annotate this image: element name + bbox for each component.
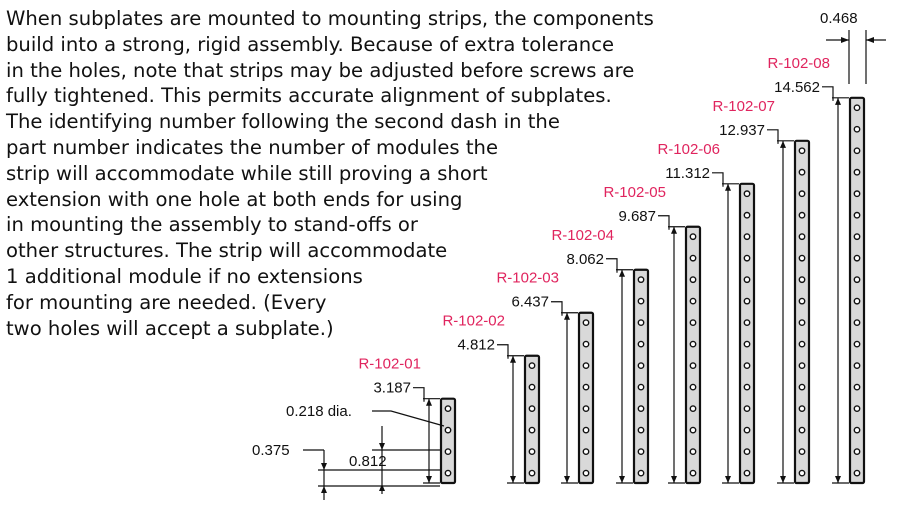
labels-layer <box>358 55 833 402</box>
mounting-hole <box>638 320 643 325</box>
mounting-hole <box>529 406 534 411</box>
length-label: 14.562 <box>774 78 820 96</box>
part-number-label: R-102-05 <box>603 183 666 201</box>
mounting-hole <box>799 255 804 260</box>
strip-body <box>850 98 864 483</box>
mounting-hole <box>690 255 695 260</box>
mounting-hole <box>638 384 643 389</box>
mounting-hole <box>854 255 859 260</box>
mounting-hole <box>529 427 534 432</box>
mounting-hole <box>854 212 859 217</box>
part-number-label: R-102-07 <box>712 97 775 115</box>
mounting-hole <box>583 470 588 475</box>
part-number-label: R-102-08 <box>767 54 830 72</box>
mounting-hole <box>854 234 859 239</box>
mounting-hole <box>690 234 695 239</box>
mounting-hole <box>445 427 450 432</box>
description-line: When subplates are mounted to mounting strips, the components <box>6 7 654 30</box>
description-line: 1 additional module if no extensions <box>6 264 363 288</box>
mounting-hole <box>744 234 749 239</box>
mounting-hole <box>854 191 859 196</box>
mounting-hole <box>744 470 749 475</box>
mounting-hole <box>799 298 804 303</box>
length-dimension-line <box>561 313 578 483</box>
mounting-hole <box>854 298 859 303</box>
mounting-hole <box>854 341 859 346</box>
mounting-hole <box>799 427 804 432</box>
description-line: two holes will accept a subplate.) <box>6 316 334 340</box>
width-dimension-label: 0.468 <box>820 10 858 27</box>
strip-body <box>525 356 539 483</box>
width-dimension <box>820 10 886 84</box>
mounting-hole <box>690 470 695 475</box>
mounting-hole <box>445 449 450 454</box>
mounting-hole <box>583 449 588 454</box>
description-line: extension with one hole at both ends for using <box>6 187 463 211</box>
length-dimension-line <box>668 227 685 483</box>
mounting-hole <box>854 363 859 368</box>
description-line: fully tightened. This permits accurate alignment of subplates. <box>6 84 612 108</box>
description-line: strip will accommodate while still proving a short <box>6 161 488 185</box>
mounting-hole <box>583 384 588 389</box>
mounting-hole <box>690 277 695 282</box>
mounting-hole <box>690 449 695 454</box>
mounting-hole <box>744 255 749 260</box>
mounting-hole <box>638 298 643 303</box>
mounting-hole <box>799 384 804 389</box>
length-dimension-line <box>777 141 794 483</box>
end-offset-dimension <box>252 442 440 500</box>
strips-layer <box>423 98 864 483</box>
strip-r-102-02 <box>507 356 539 483</box>
mounting-hole <box>690 298 695 303</box>
mounting-hole <box>744 449 749 454</box>
mounting-hole <box>854 170 859 175</box>
strip-body <box>740 184 754 483</box>
hole-spacing-dimension <box>349 426 440 494</box>
mounting-hole <box>799 148 804 153</box>
strip-r-102-08 <box>832 98 864 483</box>
length-label: 6.437 <box>511 293 549 311</box>
mounting-hole <box>529 363 534 368</box>
mounting-hole <box>638 363 643 368</box>
mounting-hole <box>799 191 804 196</box>
hole-diameter-label: 0.218 dia. <box>286 403 352 420</box>
length-label: 3.187 <box>373 379 411 397</box>
mounting-hole <box>854 148 859 153</box>
mounting-hole <box>529 449 534 454</box>
mounting-hole <box>744 363 749 368</box>
mounting-hole <box>854 427 859 432</box>
mounting-hole <box>854 470 859 475</box>
strip-r-102-06 <box>722 184 754 483</box>
length-dimension-line <box>507 356 524 483</box>
part-number-label: R-102-03 <box>496 269 559 287</box>
description-line: The identifying number following the second dash in the <box>6 110 560 134</box>
mounting-hole <box>583 427 588 432</box>
mounting-hole <box>744 298 749 303</box>
mounting-hole <box>854 127 859 132</box>
part-number-label: R-102-06 <box>657 140 720 158</box>
description-line: build into a strong, rigid assembly. Because of extra tolerance <box>6 32 615 56</box>
description-line: in the holes, note that strips may be adjusted before screws are <box>6 58 635 82</box>
mounting-hole <box>854 320 859 325</box>
mounting-hole <box>744 191 749 196</box>
mounting-hole <box>799 470 804 475</box>
length-dimension-line <box>832 98 849 483</box>
mounting-hole <box>690 320 695 325</box>
mounting-hole <box>445 470 450 475</box>
mounting-hole <box>529 470 534 475</box>
mounting-hole <box>854 105 859 110</box>
mounting-hole <box>638 341 643 346</box>
mounting-hole <box>445 406 450 411</box>
length-label: 4.812 <box>457 336 495 354</box>
mounting-hole <box>690 384 695 389</box>
mounting-hole <box>744 341 749 346</box>
mounting-hole <box>854 277 859 282</box>
mounting-hole <box>638 427 643 432</box>
mounting-hole <box>744 406 749 411</box>
hole-spacing-label: 0.812 <box>349 453 387 470</box>
strip-r-102-05 <box>668 227 700 483</box>
strip-body <box>686 227 700 483</box>
part-number-label: R-102-04 <box>551 226 614 244</box>
description-line: in mounting the assembly to stand-offs or <box>6 213 418 237</box>
part-number-label: R-102-02 <box>442 312 505 330</box>
mounting-hole <box>854 406 859 411</box>
mounting-hole <box>583 363 588 368</box>
mounting-hole <box>799 449 804 454</box>
mounting-hole <box>583 320 588 325</box>
length-label: 9.687 <box>618 207 656 225</box>
description-line: for mounting are needed. (Every <box>6 290 327 314</box>
mounting-hole <box>799 320 804 325</box>
mounting-hole <box>799 406 804 411</box>
mounting-hole <box>744 427 749 432</box>
mounting-hole <box>690 363 695 368</box>
part-number-label: R-102-01 <box>358 355 421 373</box>
mounting-hole <box>744 277 749 282</box>
mounting-hole <box>690 341 695 346</box>
mounting-hole <box>799 363 804 368</box>
mounting-hole <box>529 384 534 389</box>
mounting-hole <box>583 406 588 411</box>
length-label: 8.062 <box>566 250 604 268</box>
mounting-hole <box>638 406 643 411</box>
length-dimension-line <box>722 184 739 483</box>
mounting-hole <box>638 449 643 454</box>
strip-r-102-04 <box>616 270 648 483</box>
mounting-hole <box>638 470 643 475</box>
mounting-hole <box>690 406 695 411</box>
end-offset-label: 0.375 <box>252 442 290 459</box>
strip-body <box>579 313 593 483</box>
mounting-hole <box>744 320 749 325</box>
mounting-hole <box>744 384 749 389</box>
mounting-hole <box>690 427 695 432</box>
strip-r-102-03 <box>561 313 593 483</box>
mounting-hole <box>854 449 859 454</box>
mounting-hole <box>583 341 588 346</box>
mounting-hole <box>799 212 804 217</box>
mounting-hole <box>799 341 804 346</box>
description-line: other structures. The strip will accommodate <box>6 239 448 263</box>
mounting-hole <box>799 170 804 175</box>
mounting-hole <box>638 277 643 282</box>
mounting-hole <box>799 277 804 282</box>
hole-diameter-callout <box>286 403 444 426</box>
length-label: 12.937 <box>719 121 765 139</box>
description-line: part number indicates the number of modules the <box>6 135 499 159</box>
mounting-hole <box>799 234 804 239</box>
length-label: 11.312 <box>665 164 710 182</box>
mounting-hole <box>854 384 859 389</box>
mounting-hole <box>744 212 749 217</box>
length-dimension-line <box>616 270 633 483</box>
strip-r-102-07 <box>777 141 809 483</box>
